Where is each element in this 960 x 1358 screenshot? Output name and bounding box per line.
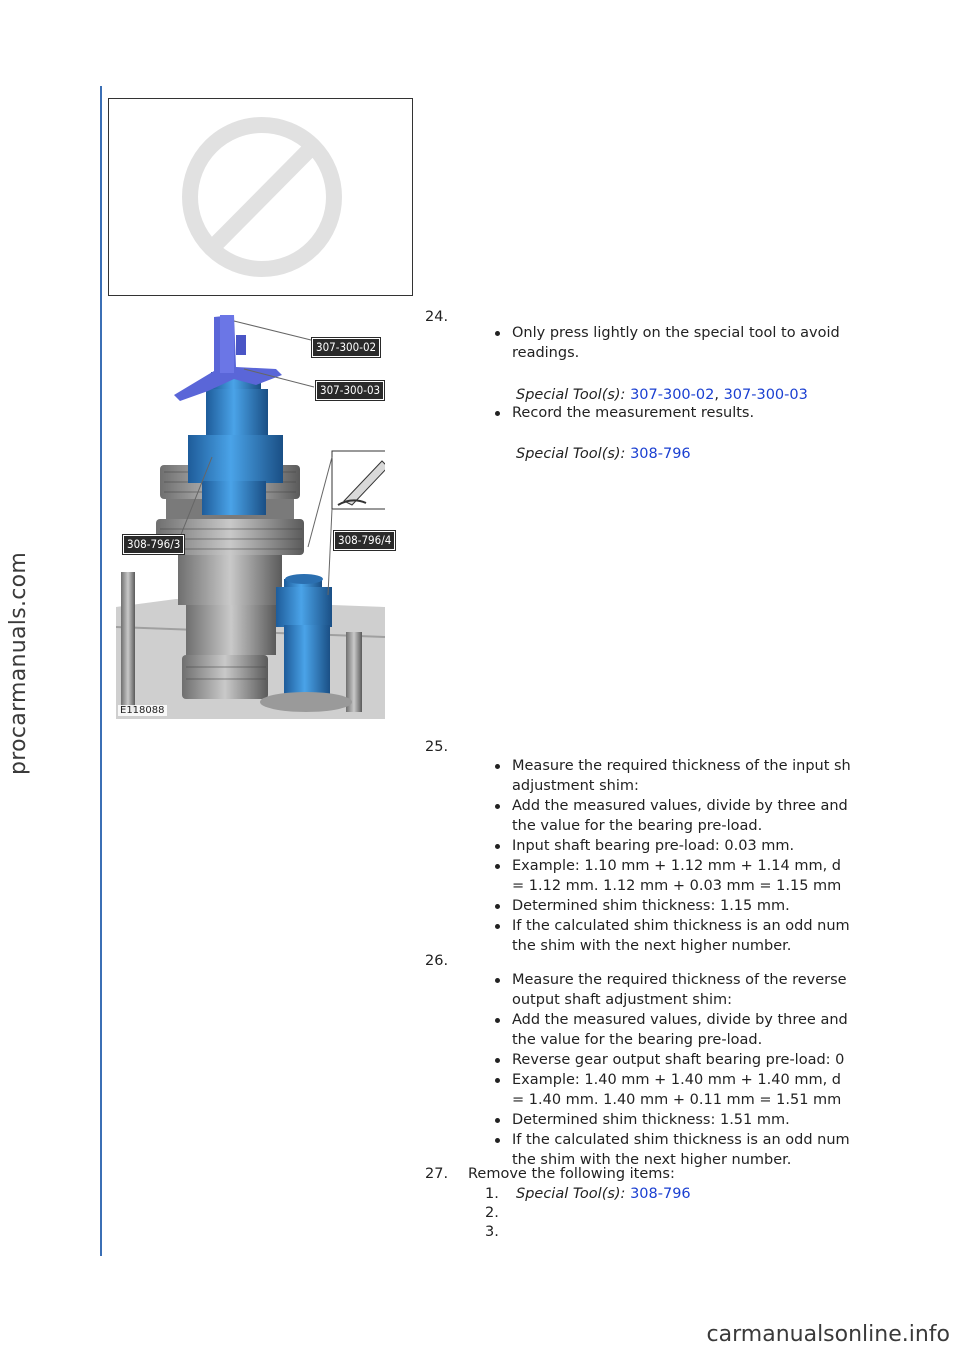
list-item: 2. [485, 1205, 499, 1221]
tool-label-308-796-3: 308-796/3 [123, 535, 184, 554]
left-margin-rule [100, 86, 102, 1256]
list-item: If the calculated shim thickness is an odd num the shim with the next higher number. [492, 916, 872, 956]
special-tools-line [516, 446, 691, 462]
list-item: Example: 1.10 mm + 1.12 mm + 1.14 mm, d = 1.12 mm. 1.12 mm + 0.03 mm = 1.15 mm [492, 856, 872, 896]
image-unavailable-figure [108, 98, 413, 296]
list-item: Determined shim thickness: 1.51 mm. [492, 1110, 872, 1130]
list-item: Determined shim thickness: 1.15 mm. [492, 896, 872, 916]
list-item: 3. [485, 1224, 499, 1240]
special-tools-label: Special Tool(s): [516, 446, 626, 462]
figure-id: E118088 [120, 705, 165, 716]
list-item: Add the measured values, divide by three and the value for the bearing pre-load. [492, 796, 872, 836]
special-tool-photo [116, 307, 385, 719]
step-26-bullets [492, 970, 872, 1170]
step-number: 25. [425, 739, 449, 755]
step-24-bullets [492, 323, 872, 363]
tool-link-307-300-02[interactable]: 307-300-02 [630, 387, 715, 403]
list-item: Measure the required thickness of the reverse output shaft adjustment shim: [492, 970, 872, 1010]
list-item: Input shaft bearing pre-load: 0.03 mm. [492, 836, 872, 856]
list-item: If the calculated shim thickness is an odd num the shim with the next higher number. [492, 1130, 872, 1170]
tool-link-307-300-03[interactable]: 307-300-03 [723, 387, 808, 403]
gearbox-illustration [116, 307, 385, 719]
prohibition-icon [109, 99, 412, 295]
tool-label-307-300-03: 307-300-03 [316, 381, 384, 400]
list-item: 1. Special Tool(s): 308-796 [485, 1186, 691, 1202]
step-27-subitems [485, 1185, 691, 1242]
tool-link-308-796[interactable]: 308-796 [630, 446, 691, 462]
list-item: Record the measurement results. [492, 403, 872, 423]
step-number: 24. [425, 309, 449, 325]
tool-label-307-300-02: 307-300-02 [312, 338, 380, 357]
footer-watermark: carmanualsonline.info [706, 1322, 950, 1347]
step-27-intro: Remove the following items: [468, 1166, 675, 1182]
step-number: 27. [425, 1166, 449, 1182]
tool-link-308-796[interactable]: 308-796 [630, 1186, 691, 1202]
step-24-bullets-b [492, 403, 872, 423]
list-item: Example: 1.40 mm + 1.40 mm + 1.40 mm, d = 1.40 mm. 1.40 mm + 0.11 mm = 1.51 mm [492, 1070, 872, 1110]
list-item: Reverse gear output shaft bearing pre-load: 0 [492, 1050, 872, 1070]
list-item: Only press lightly on the special tool to avoid readings. [492, 323, 872, 363]
step-25-bullets [492, 756, 872, 956]
list-item: Measure the required thickness of the input sh adjustment shim: [492, 756, 872, 796]
side-watermark: procarmanuals.com [6, 551, 31, 775]
special-tools-line: Special Tool(s): 307-300-02, 307-300-03 [516, 387, 808, 403]
tool-label-308-796-4: 308-796/4 [334, 531, 395, 550]
step-number: 26. [425, 953, 449, 969]
list-item: Add the measured values, divide by three and the value for the bearing pre-load. [492, 1010, 872, 1050]
special-tools-label: Special Tool(s): [516, 387, 626, 403]
